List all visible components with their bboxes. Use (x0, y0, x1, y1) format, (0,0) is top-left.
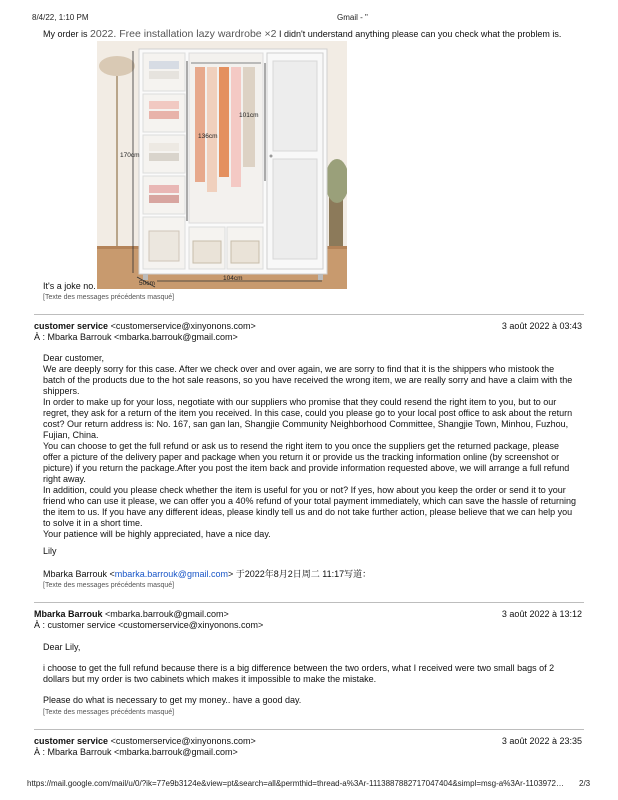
print-footer-url: https://mail.google.com/mail/u/0/?ik=77e9b3124e&view=pt&search=all&permthid=thread-a%3Ar-1113887882717047404&simpl=msg-a%3Ar-1103972… (27, 779, 564, 788)
message-body (43, 353, 578, 540)
quote-email-link[interactable]: mbarka.barrouk@gmail.com (114, 569, 228, 579)
wardrobe-illustration (97, 41, 347, 289)
first-message-closing: It's a joke no. (43, 281, 96, 291)
order-prefix: My order is (43, 29, 88, 39)
paragraph: Please do what is necessary to get my money.. have a good day. (43, 695, 302, 705)
paragraph: Your patience will be highly appreciated, have a nice day. (43, 529, 271, 539)
message-divider (34, 314, 584, 315)
sender-name: customer service (34, 321, 109, 331)
message-date: 3 août 2022 à 23:35 (501, 736, 582, 746)
order-suffix: I didn't understand anything please can you check what the problem is. (279, 29, 562, 39)
hidden-text-toggle[interactable]: [Texte des messages précédents masqué] (43, 582, 175, 589)
paragraph: In addition, could you please check whether the item is useful for you or not? If yes, how about you keep the order or send it to your friend who can use it please, we can offer you a 40% refund of your total payment immediately, which can save the hassle of returning the item to us. If you have any different ideas, please kindly tell us and do not take further action, please believe that we can help you to solve it in a short time. (43, 485, 576, 528)
inner-height-label: 136cm (198, 133, 218, 140)
message-date: 3 août 2022 à 13:12 (501, 609, 582, 619)
paragraph: You can choose to get the full refund or ask us to resend the right item to you once the suppliers get the returned package, please offer a picture of the delivery paper and package when you return it or provide us the tracking information online (by screenshot or picture) if you return the package.After you post the item back and provide information requested above, we will arrange a full refund right away. (43, 441, 570, 484)
hidden-text-toggle[interactable]: [Texte des messages précédents masqué] (43, 294, 175, 301)
signature: Lily (43, 546, 57, 556)
height-label: 170cm (120, 152, 140, 159)
message-recipient: À : Mbarka Barrouk <mbarka.barrouk@gmail.com> (34, 747, 238, 757)
hidden-text-toggle[interactable]: [Texte des messages précédents masqué] (43, 709, 175, 716)
message-recipient: À : Mbarka Barrouk <mbarka.barrouk@gmail.com> (34, 332, 238, 342)
message-sender (34, 609, 229, 620)
depth-label: 50cm (139, 280, 155, 287)
quote-prefix: Mbarka Barrouk < (43, 569, 115, 579)
greeting: Dear Lily, (43, 642, 81, 652)
message-divider (34, 602, 584, 603)
message-date: 3 août 2022 à 03:43 (501, 321, 582, 331)
print-datetime: 8/4/22, 1:10 PM (32, 13, 89, 22)
greeting: Dear customer, (43, 353, 105, 363)
print-page-number: 2/3 (579, 779, 591, 788)
width-label: 104cm (223, 275, 243, 282)
quote-header (43, 569, 371, 580)
hanging-height-label: 101cm (239, 112, 259, 119)
message-sender (34, 736, 256, 747)
sender-email: <customerservice@xinyonons.com> (110, 321, 256, 331)
quote-suffix: > 于2022年8月2日周二 11:17写道： (227, 569, 372, 579)
message-recipient: À : customer service <customerservice@xinyonons.com> (34, 620, 264, 630)
print-title: Gmail - " (337, 13, 368, 22)
sender-name: Mbarka Barrouk (34, 609, 103, 619)
product-title[interactable]: 2022. Free installation lazy wardrobe ×2 (90, 28, 277, 40)
sender-email: <mbarka.barrouk@gmail.com> (105, 609, 229, 619)
first-message-line (43, 29, 603, 40)
product-image[interactable] (97, 41, 347, 289)
paragraph: We are deeply sorry for this case. After we check over and over again, we are sorry to find that it is the shippers who mistook the batch of the products due to the hot sale reasons, so you have received the wrong item, we are really sorry and have a claim with the shippers. (43, 364, 573, 396)
message-sender (34, 321, 256, 332)
paragraph: i choose to get the full refund because there is a big difference between the two orders, what I received were two small bags of 2 dollars but my order is two cabinets which makes it impossible to make the mistake. (43, 663, 555, 684)
sender-email: <customerservice@xinyonons.com> (110, 736, 256, 746)
paragraph: In order to make up for your loss, negotiate with our suppliers who promise that they could resend the right item to you, but to our regret, they ask for a return of the item you received. In this case, could you please go to your local post office to ask about the return cost? Our return address is: No. 167, san gan lan, Shangjie Community Neighborhood Committee, Shangjie Town, Minhou, Fuzhou, Fujian, China. (43, 397, 573, 440)
sender-name: customer service (34, 736, 109, 746)
message-divider (34, 729, 584, 730)
